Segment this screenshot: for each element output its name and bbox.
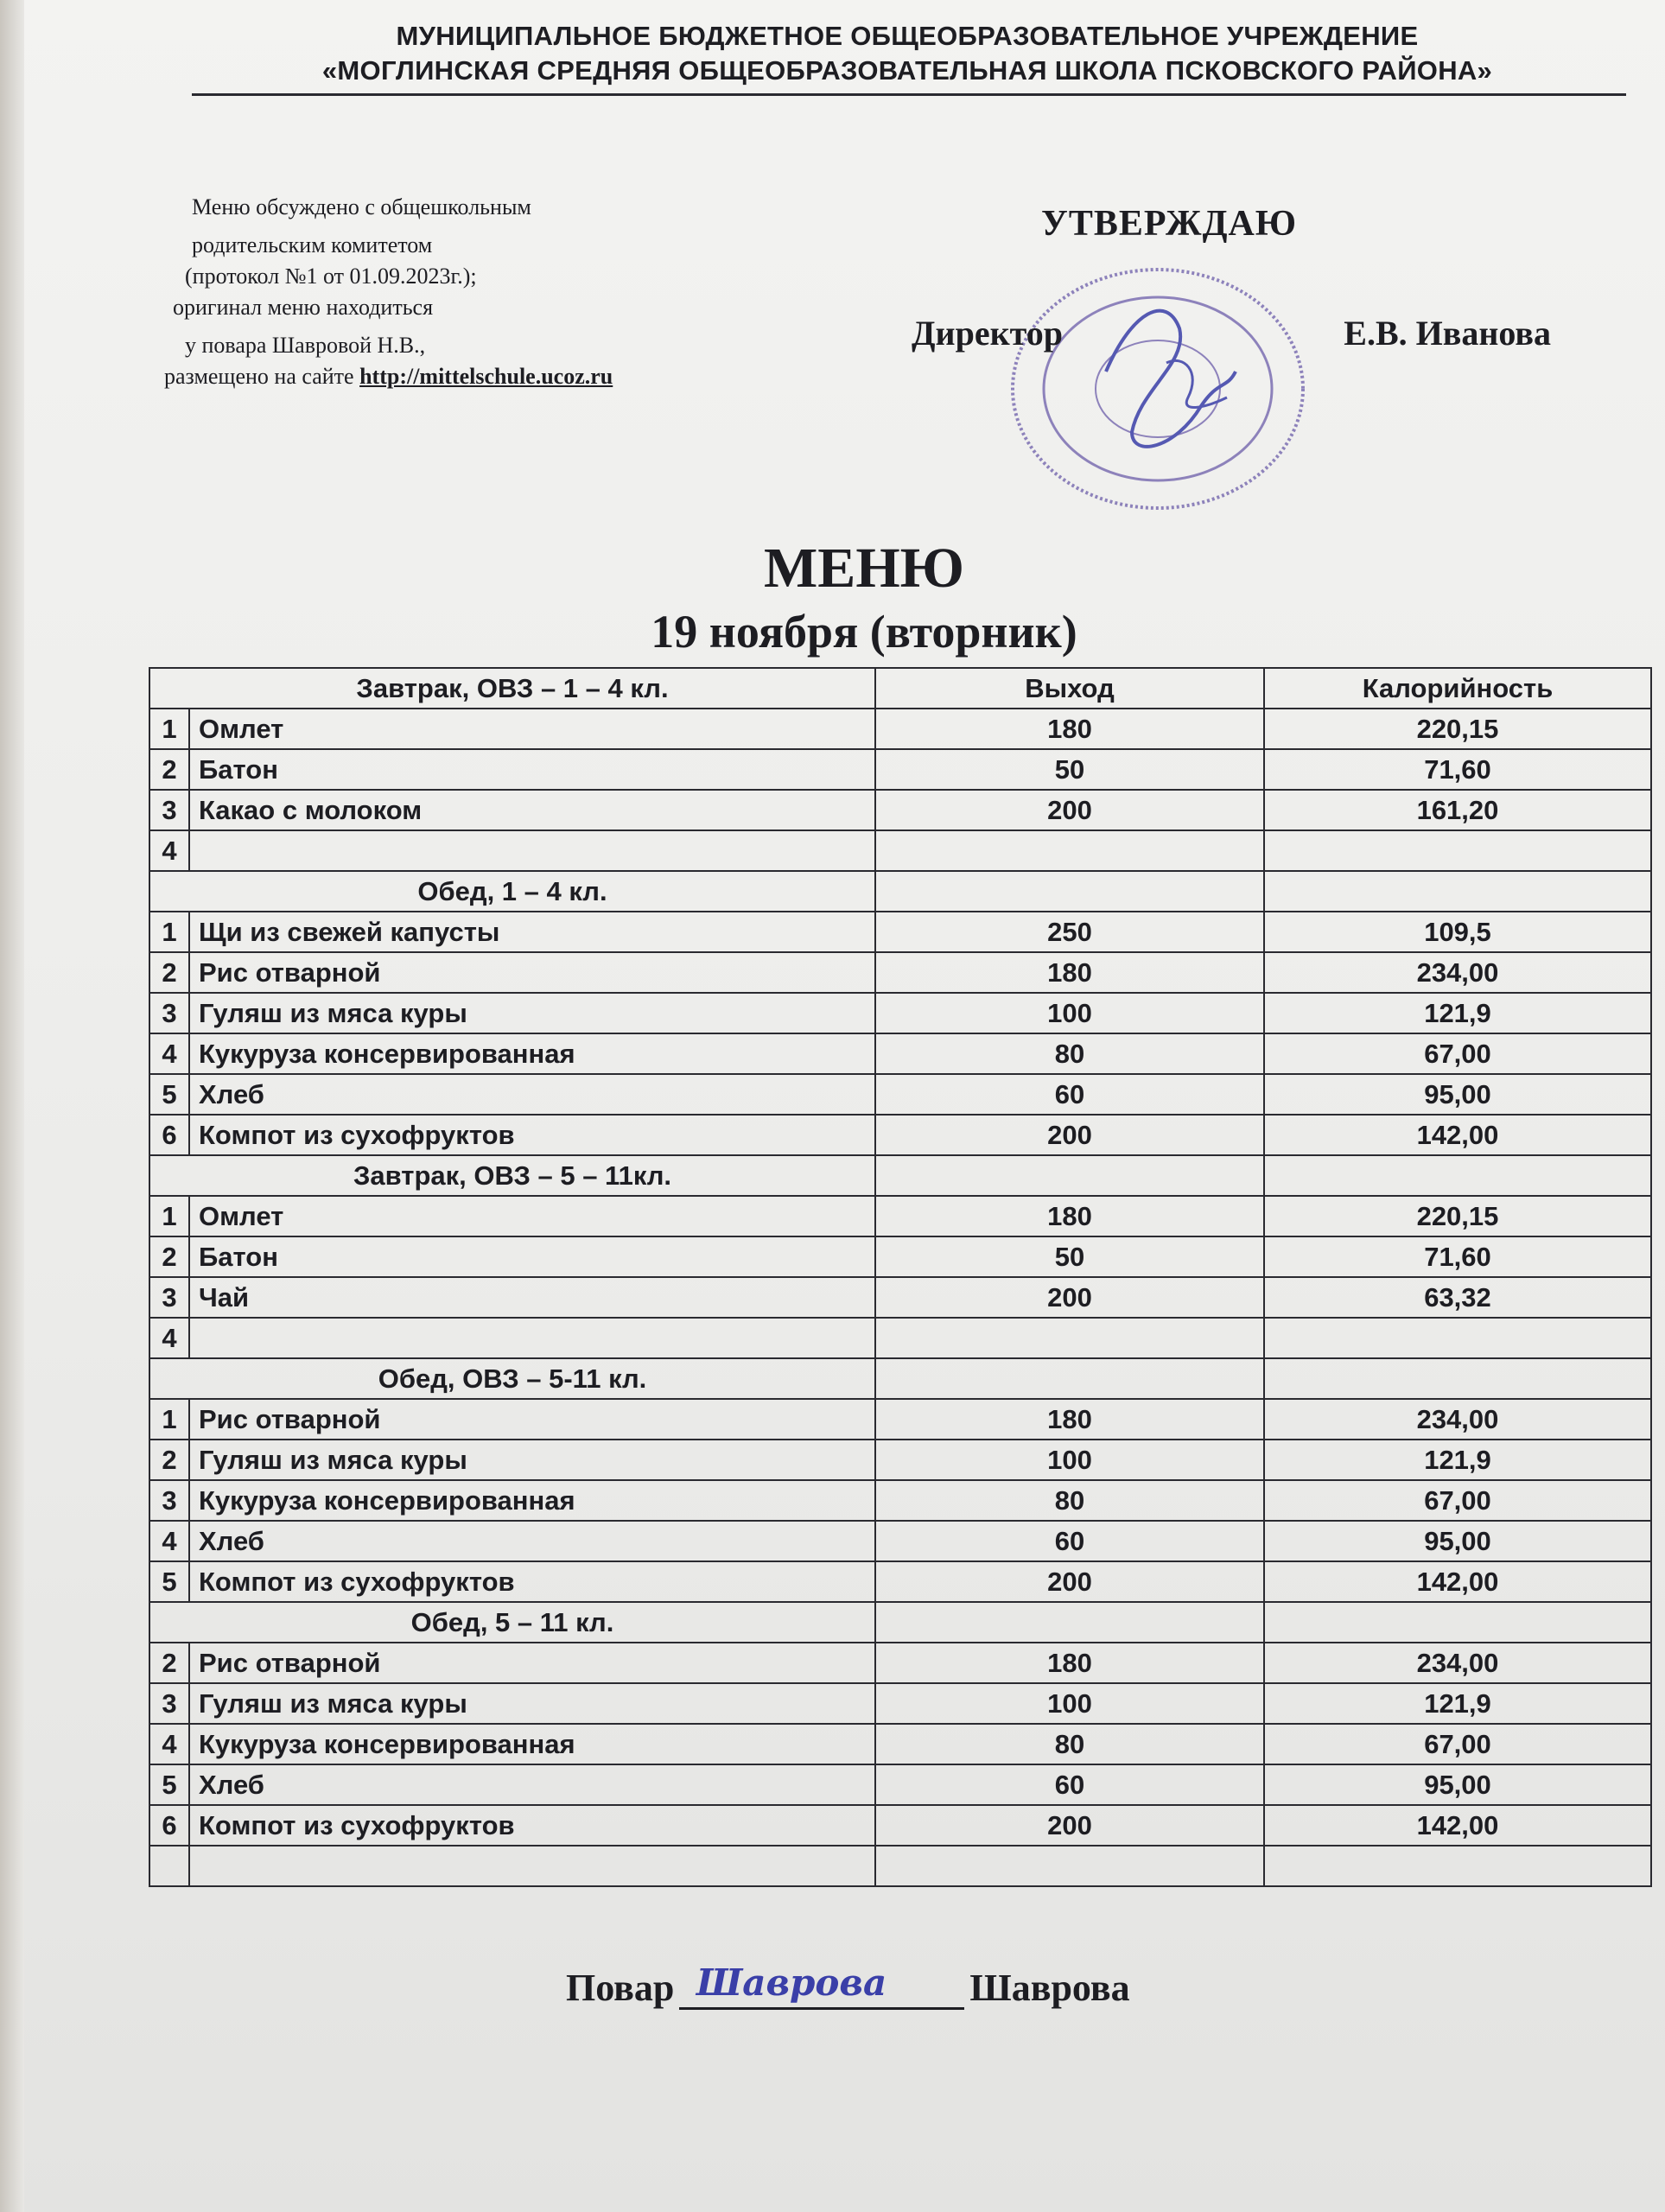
- dish-calories: 142,00: [1264, 1805, 1651, 1846]
- section-row: [149, 1602, 1651, 1643]
- table-row: [149, 1277, 1651, 1318]
- dish-calories: 71,60: [1264, 1236, 1651, 1277]
- dish-name: Кукуруза консервированная: [189, 1033, 875, 1074]
- dish-name: [189, 830, 875, 871]
- empty-cell: [875, 1155, 1264, 1196]
- dish-output: 50: [875, 749, 1264, 790]
- dish-calories: 95,00: [1264, 1074, 1651, 1115]
- dish-name: Омлет: [189, 709, 875, 749]
- table-row: [149, 1318, 1651, 1358]
- item-number: 5: [149, 1074, 189, 1115]
- cook-signature-line: [566, 1961, 1257, 2010]
- item-number: 3: [149, 1277, 189, 1318]
- item-number: 5: [149, 1561, 189, 1602]
- dish-calories: 67,00: [1264, 1724, 1651, 1764]
- dish-calories: 95,00: [1264, 1521, 1651, 1561]
- dish-calories: 109,5: [1264, 912, 1651, 952]
- item-number: 2: [149, 952, 189, 993]
- dish-calories: 121,9: [1264, 1683, 1651, 1724]
- item-number: [149, 1846, 189, 1886]
- empty-cell: [875, 1602, 1264, 1643]
- table-row: [149, 1480, 1651, 1521]
- table-row: [149, 790, 1651, 830]
- dish-output: 100: [875, 1440, 1264, 1480]
- cook-name: Шаврова: [969, 1967, 1130, 2009]
- dish-output: 200: [875, 1277, 1264, 1318]
- note-line-3: (протокол №1 от 01.09.2023г.);: [185, 264, 477, 289]
- signature-blank: [679, 1961, 964, 2010]
- dish-output: 200: [875, 1805, 1264, 1846]
- note-line-1: Меню обсуждено с общешкольным: [192, 194, 531, 219]
- table-row: [149, 1683, 1651, 1724]
- section-title: Завтрак, ОВЗ – 5 – 11кл.: [149, 1155, 875, 1196]
- dish-name: Щи из свежей капусты: [189, 912, 875, 952]
- dish-output: 60: [875, 1764, 1264, 1805]
- menu-date: 19 ноября (вторник): [651, 606, 1077, 658]
- dish-name: Чай: [189, 1277, 875, 1318]
- dish-output: 60: [875, 1521, 1264, 1561]
- dish-name: Батон: [189, 1236, 875, 1277]
- item-number: 5: [149, 1764, 189, 1805]
- dish-calories: 121,9: [1264, 1440, 1651, 1480]
- note-line-4: оригинал меню находиться: [173, 295, 434, 320]
- dish-name: Кукуруза консервированная: [189, 1480, 875, 1521]
- section-title: Обед, ОВЗ – 5-11 кл.: [149, 1358, 875, 1399]
- dish-name: [189, 1846, 875, 1886]
- approve-title: УТВЕРЖДАЮ: [1041, 204, 1298, 244]
- table-row: [149, 952, 1651, 993]
- dish-output: 100: [875, 1683, 1264, 1724]
- dish-output: 80: [875, 1724, 1264, 1764]
- item-number: 6: [149, 1805, 189, 1846]
- dish-calories: [1264, 1846, 1651, 1886]
- dish-output: 180: [875, 1196, 1264, 1236]
- dish-output: 50: [875, 1236, 1264, 1277]
- section-row: [149, 871, 1651, 912]
- dish-calories: 67,00: [1264, 1033, 1651, 1074]
- dish-calories: 220,15: [1264, 1196, 1651, 1236]
- dish-calories: 95,00: [1264, 1764, 1651, 1805]
- dish-name: Гуляш из мяса куры: [189, 1440, 875, 1480]
- table-row: [149, 1724, 1651, 1764]
- dish-output: [875, 1846, 1264, 1886]
- table-row: [149, 749, 1651, 790]
- dish-name: Омлет: [189, 1196, 875, 1236]
- item-number: 3: [149, 993, 189, 1033]
- table-row: [149, 1236, 1651, 1277]
- header-rule: [192, 93, 1626, 96]
- table-row: [149, 1115, 1651, 1155]
- item-number: 4: [149, 1521, 189, 1561]
- item-number: 3: [149, 1683, 189, 1724]
- item-number: 4: [149, 1724, 189, 1764]
- org-line-2: «МОГЛИНСКАЯ СРЕДНЯЯ ОБЩЕОБРАЗОВАТЕЛЬНАЯ ШКОЛА ПСКОВСКОГО РАЙОНА»: [321, 55, 1493, 86]
- table-row: [149, 1643, 1651, 1683]
- table-row: [149, 1846, 1651, 1886]
- dish-output: 100: [875, 993, 1264, 1033]
- section-title: Обед, 1 – 4 кл.: [149, 871, 875, 912]
- dish-name: Рис отварной: [189, 1399, 875, 1440]
- cook-label: Повар: [566, 1967, 675, 2009]
- table-row: [149, 1521, 1651, 1561]
- table-row: [149, 1196, 1651, 1236]
- dish-calories: 142,00: [1264, 1115, 1651, 1155]
- dish-name: Компот из сухофруктов: [189, 1805, 875, 1846]
- menu-table: [149, 667, 1652, 1887]
- empty-cell: [1264, 1155, 1651, 1196]
- item-number: 3: [149, 790, 189, 830]
- dish-output: 180: [875, 952, 1264, 993]
- table-row: [149, 1764, 1651, 1805]
- table-row: [149, 912, 1651, 952]
- table-row: [149, 1074, 1651, 1115]
- section-title: Завтрак, ОВЗ – 1 – 4 кл.: [149, 668, 875, 709]
- dish-output: 200: [875, 790, 1264, 830]
- table-row: [149, 1399, 1651, 1440]
- dish-output: 180: [875, 1399, 1264, 1440]
- dish-output: 200: [875, 1561, 1264, 1602]
- note-site-prefix: размещено на сайте: [164, 364, 360, 389]
- official-stamp: [1002, 259, 1313, 518]
- dish-name: Рис отварной: [189, 1643, 875, 1683]
- director-role: Директор: [912, 314, 1063, 353]
- table-header-row: [149, 668, 1651, 709]
- item-number: 2: [149, 1643, 189, 1683]
- dish-name: Гуляш из мяса куры: [189, 993, 875, 1033]
- item-number: 1: [149, 709, 189, 749]
- dish-name: Хлеб: [189, 1764, 875, 1805]
- column-header-calories: Калорийность: [1264, 668, 1651, 709]
- dish-output: 180: [875, 709, 1264, 749]
- item-number: 4: [149, 1318, 189, 1358]
- section-row: [149, 1155, 1651, 1196]
- empty-cell: [875, 871, 1264, 912]
- item-number: 3: [149, 1480, 189, 1521]
- item-number: 6: [149, 1115, 189, 1155]
- dish-name: Батон: [189, 749, 875, 790]
- dish-output: 60: [875, 1074, 1264, 1115]
- dish-calories: 234,00: [1264, 1643, 1651, 1683]
- approval-note: [164, 188, 795, 396]
- dish-output: 80: [875, 1033, 1264, 1074]
- item-number: 4: [149, 1033, 189, 1074]
- empty-cell: [875, 1358, 1264, 1399]
- item-number: 1: [149, 1399, 189, 1440]
- note-line-6: [164, 358, 795, 396]
- dish-output: 80: [875, 1480, 1264, 1521]
- section-row: [149, 1358, 1651, 1399]
- table-row: [149, 1561, 1651, 1602]
- dish-calories: 142,00: [1264, 1561, 1651, 1602]
- dish-name: Компот из сухофруктов: [189, 1561, 875, 1602]
- dish-output: [875, 830, 1264, 871]
- dish-calories: 67,00: [1264, 1480, 1651, 1521]
- menu-title: МЕНЮ: [764, 537, 964, 600]
- item-number: 4: [149, 830, 189, 871]
- dish-calories: 161,20: [1264, 790, 1651, 830]
- dish-output: 180: [875, 1643, 1264, 1683]
- column-header-output: Выход: [875, 668, 1264, 709]
- director-name: Е.В. Иванова: [1344, 314, 1551, 353]
- dish-name: Какао с молоком: [189, 790, 875, 830]
- dish-name: Кукуруза консервированная: [189, 1724, 875, 1764]
- org-line-1: МУНИЦИПАЛЬНОЕ БЮДЖЕТНОЕ ОБЩЕОБРАЗОВАТЕЛЬНОЕ УЧРЕЖДЕНИЕ: [396, 21, 1419, 51]
- dish-calories: [1264, 1318, 1651, 1358]
- dish-name: Компот из сухофруктов: [189, 1115, 875, 1155]
- table-row: [149, 1805, 1651, 1846]
- item-number: 1: [149, 1196, 189, 1236]
- item-number: 2: [149, 749, 189, 790]
- table-row: [149, 993, 1651, 1033]
- cook-signature: [688, 1950, 947, 2011]
- dish-calories: 220,15: [1264, 709, 1651, 749]
- item-number: 2: [149, 1236, 189, 1277]
- item-number: 2: [149, 1440, 189, 1480]
- item-number: 1: [149, 912, 189, 952]
- organization-header: [199, 19, 1616, 88]
- menu-table-body: [149, 668, 1651, 1886]
- dish-calories: 234,00: [1264, 1399, 1651, 1440]
- empty-cell: [1264, 1602, 1651, 1643]
- dish-calories: 63,32: [1264, 1277, 1651, 1318]
- dish-name: [189, 1318, 875, 1358]
- cook-signature-text: Шаврова: [696, 1961, 887, 2004]
- empty-cell: [1264, 871, 1651, 912]
- dish-calories: 121,9: [1264, 993, 1651, 1033]
- empty-cell: [1264, 1358, 1651, 1399]
- dish-name: Хлеб: [189, 1074, 875, 1115]
- note-line-2: родительским комитетом: [192, 232, 433, 257]
- table-row: [149, 709, 1651, 749]
- table-row: [149, 830, 1651, 871]
- note-line-5: у повара Шавровой Н.В.,: [185, 333, 426, 358]
- director-line: [912, 313, 1551, 353]
- dish-output: 200: [875, 1115, 1264, 1155]
- dish-name: Гуляш из мяса куры: [189, 1683, 875, 1724]
- dish-calories: [1264, 830, 1651, 871]
- section-title: Обед, 5 – 11 кл.: [149, 1602, 875, 1643]
- paper-edge: [0, 0, 24, 2212]
- dish-calories: 71,60: [1264, 749, 1651, 790]
- dish-output: [875, 1318, 1264, 1358]
- dish-calories: 234,00: [1264, 952, 1651, 993]
- dish-name: Рис отварной: [189, 952, 875, 993]
- site-link[interactable]: http://mittelschule.ucoz.ru: [359, 364, 613, 389]
- table-row: [149, 1440, 1651, 1480]
- dish-name: Хлеб: [189, 1521, 875, 1561]
- dish-output: 250: [875, 912, 1264, 952]
- table-row: [149, 1033, 1651, 1074]
